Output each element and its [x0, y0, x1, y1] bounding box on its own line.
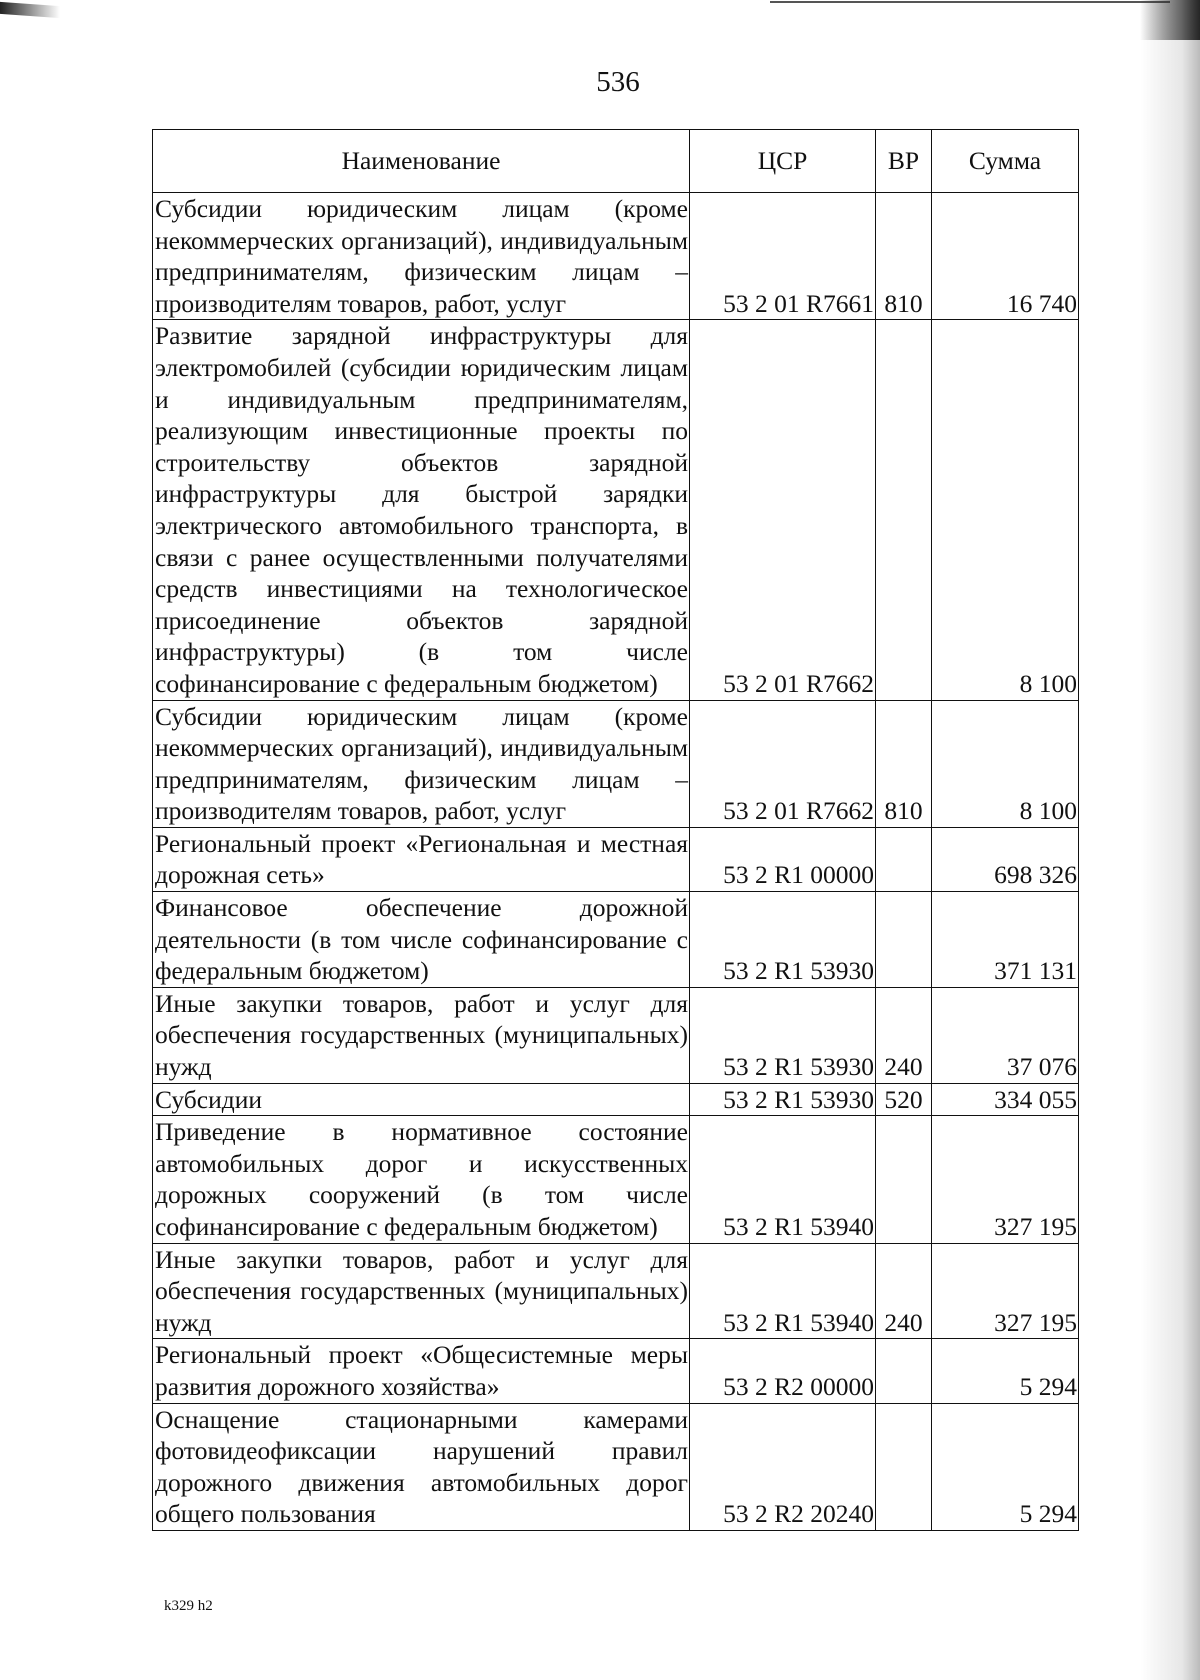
cell-name: Иные закупки товаров, работ и услуг для обеспечения государственных (муниципальных) нужд [153, 987, 690, 1083]
cell-csr: 53 2 R2 00000 [690, 1339, 876, 1403]
cell-name: Региональный проект «Общесистемные меры развития дорожного хозяйства» [153, 1339, 690, 1403]
cell-csr: 53 2 R2 20240 [690, 1403, 876, 1530]
cell-csr: 53 2 R1 53930 [690, 892, 876, 988]
table-row [153, 892, 1079, 988]
table-row [153, 320, 1079, 700]
table-body [153, 193, 1079, 1531]
cell-name: Субсидии юридическим лицам (кроме некоммерческих организаций), индивидуальным предпринимателям, физическим лицам – производителям товаров, работ, услуг [153, 700, 690, 827]
table-row [153, 827, 1079, 891]
header-vr: ВР [876, 130, 932, 193]
header-name: Наименование [153, 130, 690, 193]
cell-sum: 698 326 [932, 827, 1079, 891]
cell-sum: 8 100 [932, 700, 1079, 827]
cell-sum: 37 076 [932, 987, 1079, 1083]
scan-shadow-right-edge [1140, 0, 1200, 1680]
table-row [153, 987, 1079, 1083]
cell-vr [876, 1116, 932, 1243]
cell-name: Субсидии [153, 1083, 690, 1116]
table-row [153, 1339, 1079, 1403]
table-header-row [153, 130, 1079, 193]
cell-csr: 53 2 R1 53940 [690, 1243, 876, 1339]
footer-code: k329 h2 [164, 1598, 213, 1614]
cell-vr: 240 [876, 987, 932, 1083]
cell-csr: 53 2 01 R7661 [690, 193, 876, 320]
table-row [153, 1116, 1079, 1243]
cell-sum: 334 055 [932, 1083, 1079, 1116]
table-row [153, 700, 1079, 827]
table-row [153, 1403, 1079, 1530]
table-row [153, 1243, 1079, 1339]
cell-sum: 371 131 [932, 892, 1079, 988]
cell-csr: 53 2 R1 00000 [690, 827, 876, 891]
cell-sum: 8 100 [932, 320, 1079, 700]
cell-sum: 5 294 [932, 1339, 1079, 1403]
cell-vr: 240 [876, 1243, 932, 1339]
cell-name: Иные закупки товаров, работ и услуг для обеспечения государственных (муниципальных) нужд [153, 1243, 690, 1339]
cell-vr: 810 [876, 700, 932, 827]
cell-vr [876, 827, 932, 891]
scan-edge-line [770, 1, 1170, 3]
cell-vr [876, 892, 932, 988]
header-sum: Сумма [932, 130, 1079, 193]
cell-vr: 810 [876, 193, 932, 320]
header-csr: ЦСР [690, 130, 876, 193]
page-number: 536 [596, 66, 640, 98]
cell-sum: 5 294 [932, 1403, 1079, 1530]
cell-name: Приведение в нормативное состояние автомобильных дорог и искусственных дорожных сооружений (в том числе софинансирование с федеральным бюджетом) [153, 1116, 690, 1243]
cell-sum: 327 195 [932, 1116, 1079, 1243]
scan-artifact-top-left [0, 2, 60, 18]
cell-vr [876, 1403, 932, 1530]
cell-vr [876, 320, 932, 700]
cell-vr [876, 1339, 932, 1403]
cell-name: Финансовое обеспечение дорожной деятельности (в том числе софинансирование с федеральным бюджетом) [153, 892, 690, 988]
cell-name: Региональный проект «Региональная и местная дорожная сеть» [153, 827, 690, 891]
cell-name: Развитие зарядной инфраструктуры для электромобилей (субсидии юридическим лицам и индивидуальным предпринимателям, реализующим инвестиционные проекты по строительству объектов зарядной инфраструктуры для быстрой зарядки электрического автомобильного транспорта, в связи с ранее осуществленными получателями средств инвестициями на технологическое присоединение объектов зарядной инфраструктуры) (в том числе софинансирование с федеральным бюджетом) [153, 320, 690, 700]
cell-sum: 16 740 [932, 193, 1079, 320]
cell-vr: 520 [876, 1083, 932, 1116]
table-row [153, 1083, 1079, 1116]
cell-csr: 53 2 R1 53930 [690, 987, 876, 1083]
table-row [153, 193, 1079, 320]
cell-sum: 327 195 [932, 1243, 1079, 1339]
budget-table [152, 129, 1079, 1531]
cell-csr: 53 2 R1 53930 [690, 1083, 876, 1116]
cell-csr: 53 2 01 R7662 [690, 700, 876, 827]
cell-name: Оснащение стационарными камерами фотовидеофиксации нарушений правил дорожного движения автомобильных дорог общего пользования [153, 1403, 690, 1530]
cell-csr: 53 2 R1 53940 [690, 1116, 876, 1243]
cell-name: Субсидии юридическим лицам (кроме некоммерческих организаций), индивидуальным предпринимателям, физическим лицам – производителям товаров, работ, услуг [153, 193, 690, 320]
cell-csr: 53 2 01 R7662 [690, 320, 876, 700]
